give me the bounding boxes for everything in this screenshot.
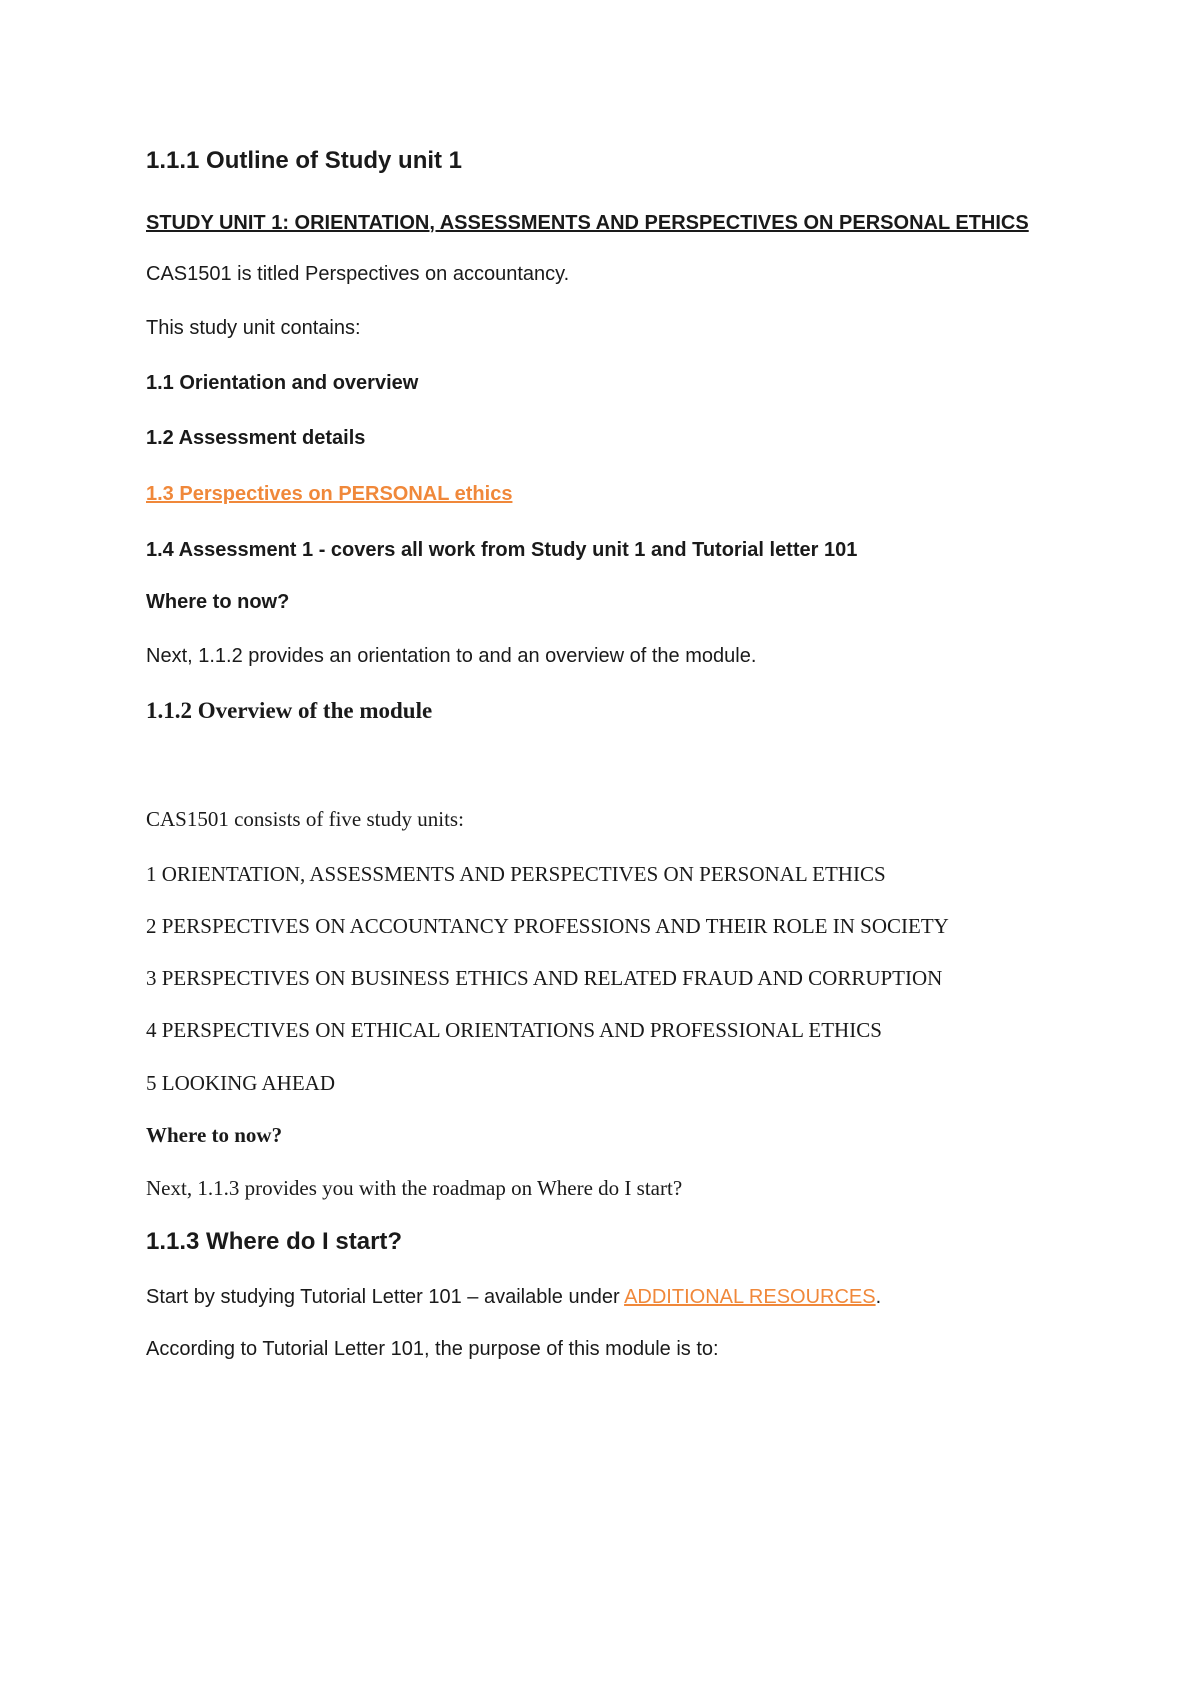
contents-item-orientation: 1.1 Orientation and overview [146, 371, 419, 394]
next-paragraph: Next, 1.1.2 provides an orientation to and an overview of the module. [146, 644, 757, 667]
section-heading-where-start: 1.1.3 Where do I start? [146, 1228, 403, 1256]
start-text: Start by studying Tutorial Letter 101 – available under [146, 1286, 625, 1309]
study-unit-item: 5 LOOKING AHEAD [146, 1071, 335, 1096]
contents-item-assessment-details: 1.2 Assessment details [146, 426, 366, 449]
section-heading-outline: 1.1.1 Outline of Study unit 1 [146, 147, 463, 174]
study-unit-item: 3 PERSPECTIVES ON BUSINESS ETHICS AND RELATED FRAUD AND CORRUPTION [146, 966, 943, 991]
where-to-now-label: Where to now? [146, 1123, 283, 1148]
where-to-now-label: Where to now? [146, 590, 290, 613]
section-heading-overview: 1.1.2 Overview of the module [146, 697, 433, 723]
contents-link-personal-ethics[interactable]: 1.3 Perspectives on PERSONAL ethics [146, 482, 513, 505]
next-paragraph: Next, 1.1.3 provides you with the roadmap on Where do I start? [146, 1176, 683, 1201]
study-unit-item: 1 ORIENTATION, ASSESSMENTS AND PERSPECTIVES ON PERSONAL ETHICS [146, 862, 886, 887]
start-suffix: . [875, 1286, 882, 1309]
study-unit-item: 2 PERSPECTIVES ON ACCOUNTANCY PROFESSIONS AND THEIR ROLE IN SOCIETY [146, 914, 949, 939]
contents-item-assessment-1: 1.4 Assessment 1 - covers all work from Study unit 1 and Tutorial letter 101 [146, 538, 858, 561]
study-unit-item: 4 PERSPECTIVES ON ETHICAL ORIENTATIONS AND PROFESSIONAL ETHICS [146, 1018, 882, 1043]
study-unit-1-heading: STUDY UNIT 1: ORIENTATION, ASSESSMENTS AND PERSPECTIVES ON PERSONAL ETHICS [146, 211, 1029, 234]
module-title-paragraph: CAS1501 is titled Perspectives on accountancy. [146, 262, 570, 285]
document-page [146, 0, 1066, 1363]
consists-paragraph: CAS1501 consists of five study units: [146, 807, 464, 832]
additional-resources-link[interactable]: ADDITIONAL RESOURCES [624, 1286, 876, 1309]
contains-paragraph: This study unit contains: [146, 316, 361, 339]
purpose-paragraph: According to Tutorial Letter 101, the purpose of this module is to: [146, 1338, 719, 1361]
start-paragraph [146, 1283, 1066, 1311]
